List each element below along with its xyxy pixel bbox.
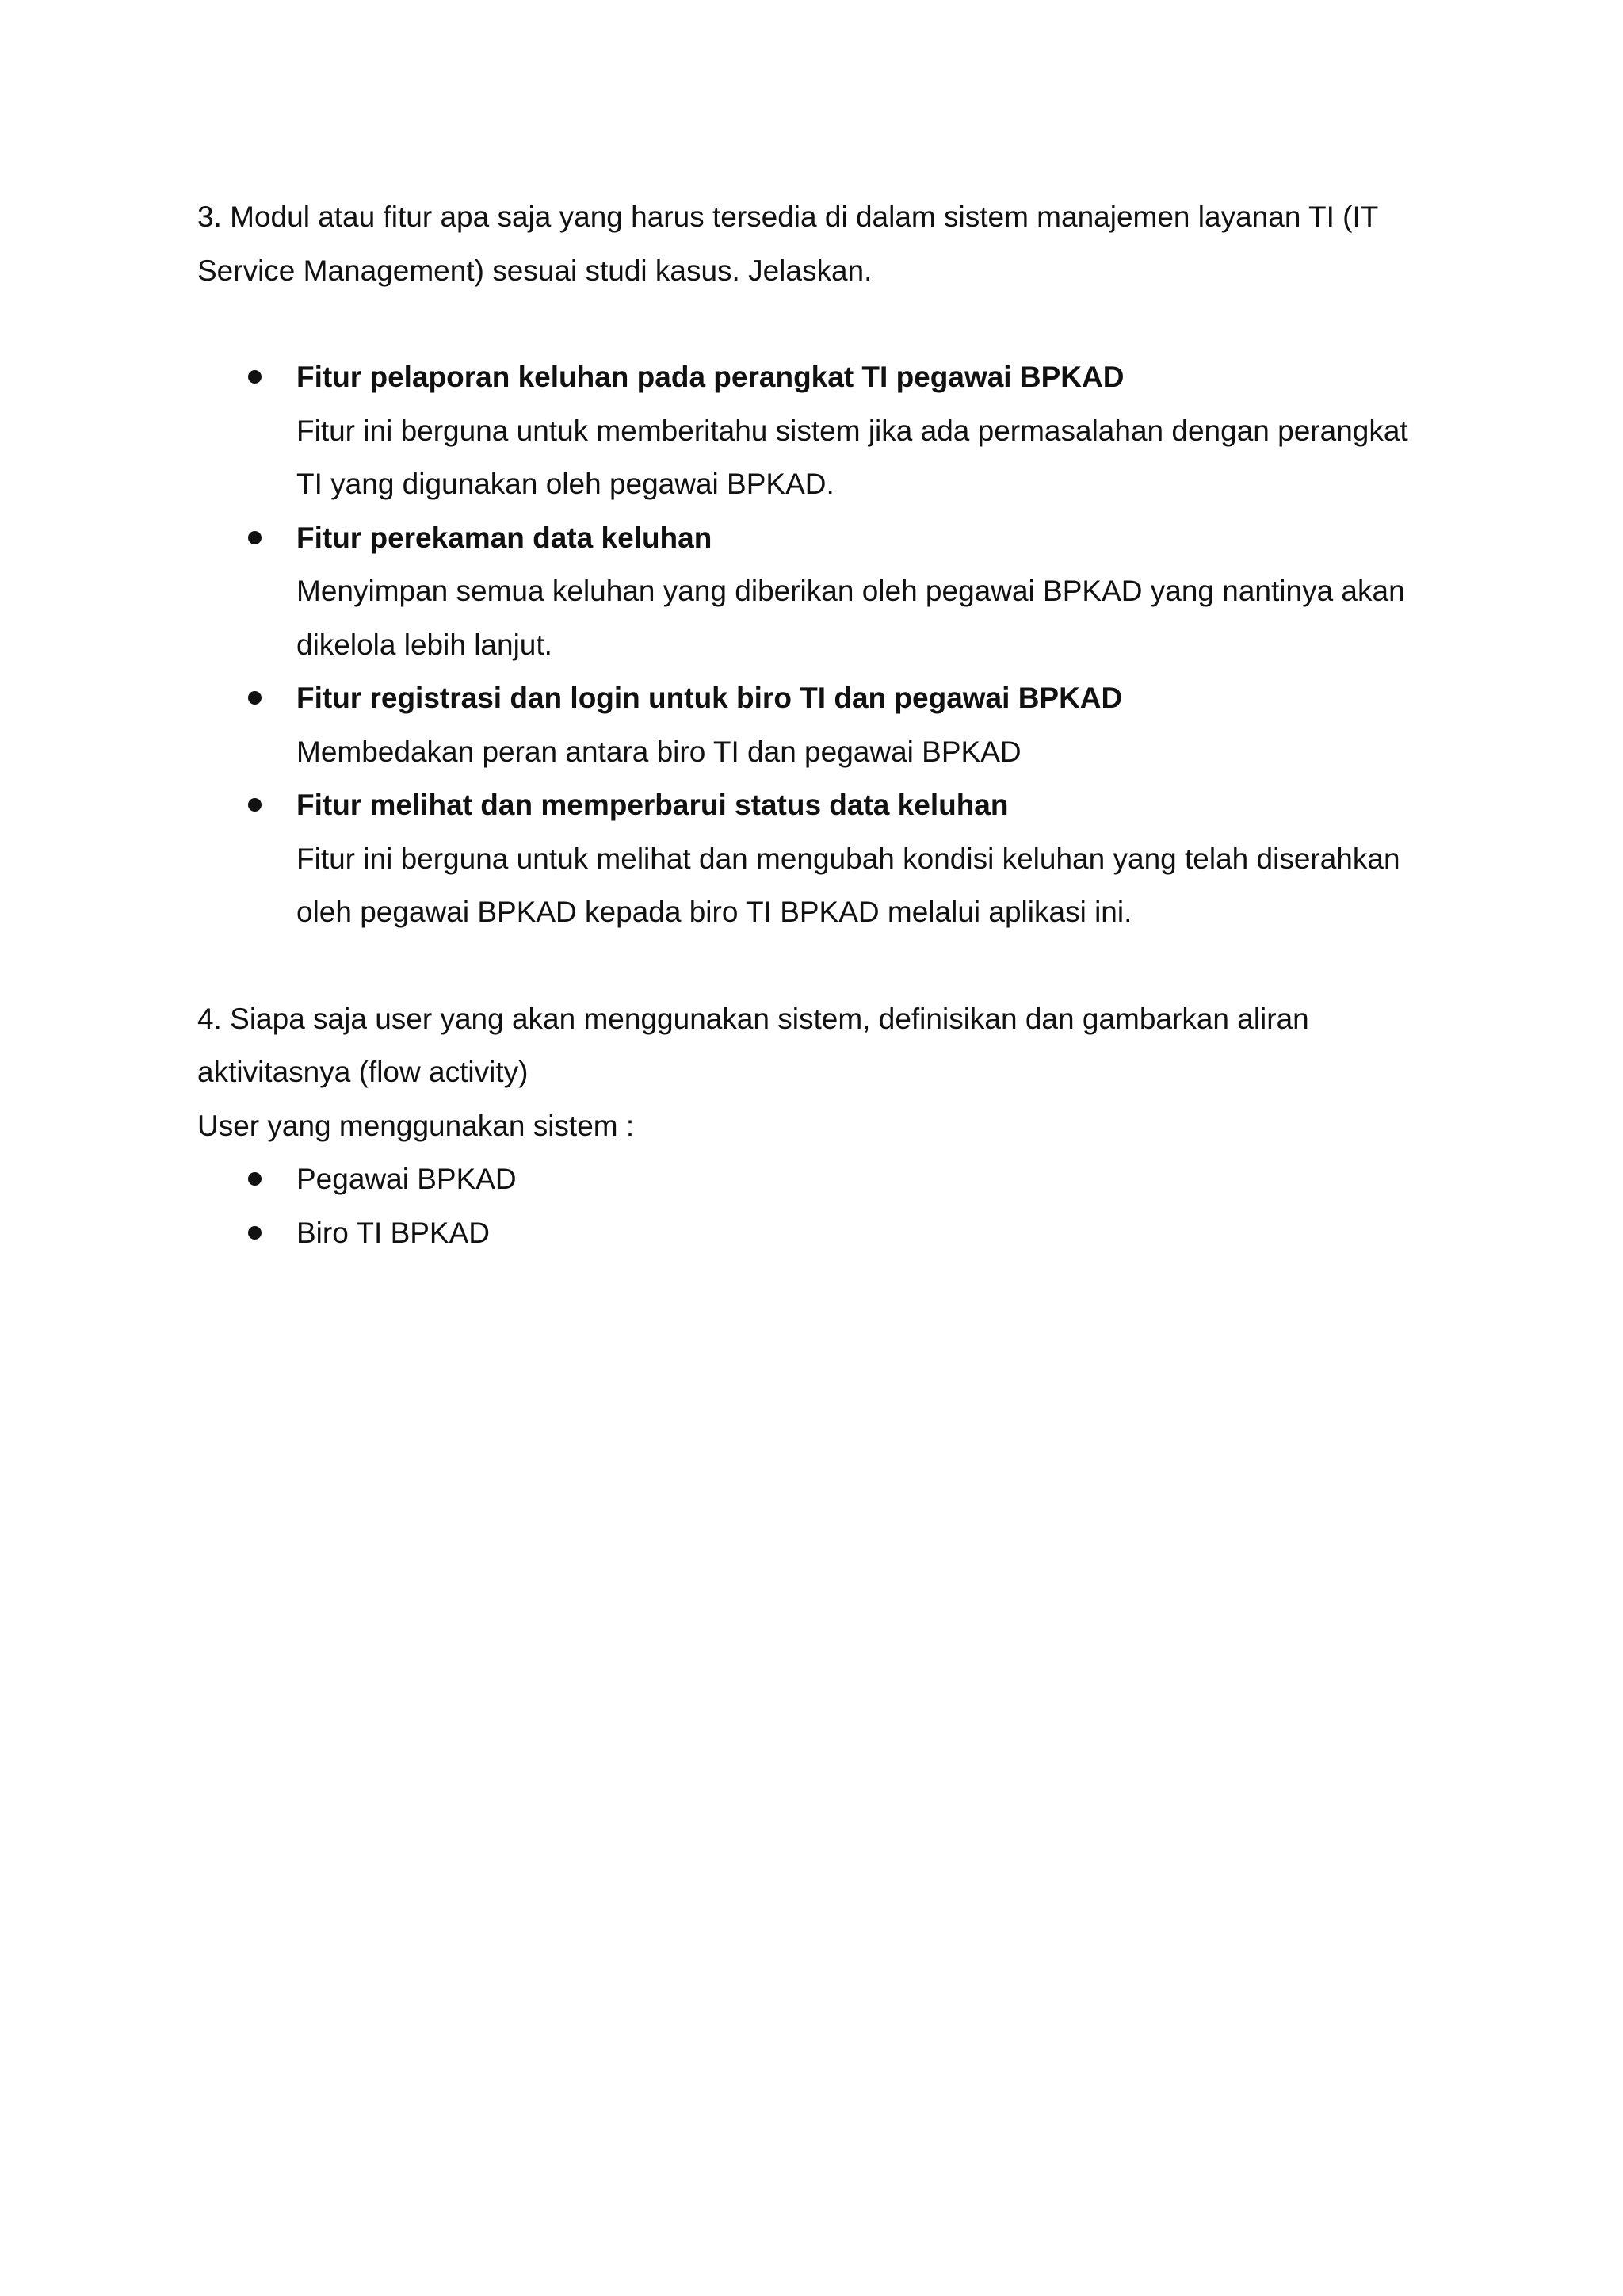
user-name: Pegawai BPKAD (296, 1163, 517, 1195)
bullet-icon (248, 1172, 262, 1186)
question-4-text: 4. Siapa saja user yang akan menggunakan sistem, definisikan dan gambarkan aliran aktivitasnya (flow activity) (197, 1002, 1309, 1088)
paragraph-gap (197, 939, 1434, 992)
feature-title: Fitur registrasi dan login untuk biro TI dan pegawai BPKAD (296, 682, 1123, 714)
feature-list (197, 350, 1434, 939)
bullet-icon (248, 531, 262, 544)
feature-description: Fitur ini berguna untuk melihat dan mengubah kondisi keluhan yang telah diserahkan oleh pegawai BPKAD kepada biro TI BPKAD melalui aplikasi ini. (296, 842, 1400, 928)
feature-title: Fitur pelaporan keluhan pada perangkat TI pegawai BPKAD (296, 361, 1125, 393)
user-item (197, 1206, 1434, 1260)
feature-item (197, 778, 1434, 939)
bullet-icon (248, 1226, 262, 1240)
bullet-icon (248, 370, 262, 384)
user-name: Biro TI BPKAD (296, 1216, 491, 1249)
user-item (197, 1152, 1434, 1206)
feature-description: Fitur ini berguna untuk memberitahu sistem jika ada permasalahan dengan perangkat TI yang digunakan oleh pegawai BPKAD. (296, 414, 1408, 500)
users-intro: User yang menggunakan sistem : (197, 1109, 635, 1142)
question-3-text: 3. Modul atau fitur apa saja yang harus tersedia di dalam sistem manajemen layanan TI (IT Service Management) sesuai studi kasus. Jelaskan. (197, 201, 1378, 287)
feature-description: Membedakan peran antara biro TI dan pegawai BPKAD (296, 735, 1022, 768)
feature-item (197, 671, 1434, 778)
feature-description: Menyimpan semua keluhan yang diberikan oleh pegawai BPKAD yang nantinya akan dikelola lebih lanjut. (296, 575, 1405, 661)
user-list (197, 1152, 1434, 1259)
bullet-icon (248, 798, 262, 812)
feature-title: Fitur melihat dan memperbarui status data keluhan (296, 789, 1009, 821)
paragraph-gap (197, 297, 1434, 350)
document-body (197, 190, 1434, 1259)
feature-item (197, 511, 1434, 672)
feature-item (197, 350, 1434, 511)
feature-title: Fitur perekaman data keluhan (296, 521, 712, 554)
bullet-icon (248, 691, 262, 705)
